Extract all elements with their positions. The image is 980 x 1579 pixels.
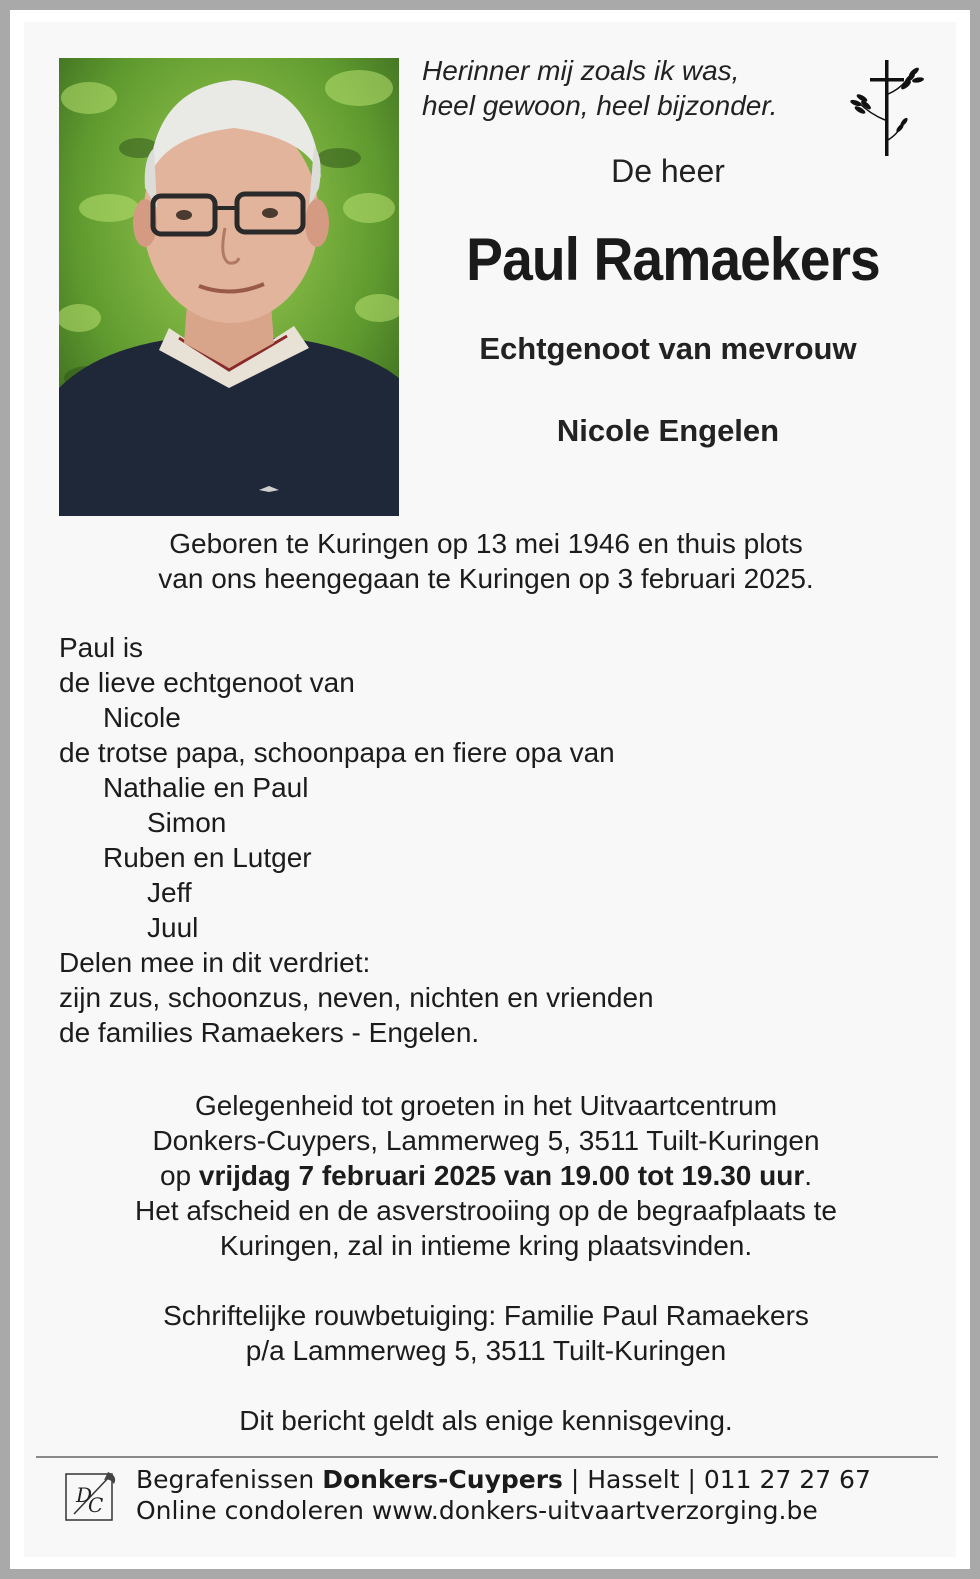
family-line: Ruben en Lutger — [103, 842, 312, 873]
family-list — [59, 630, 919, 1050]
family-line: Simon — [147, 807, 227, 838]
cross-with-wheat-icon — [848, 58, 926, 158]
family-line: Delen mee in dit verdriet: — [59, 947, 371, 978]
quote-line-1: Herinner mij zoals ik was, — [422, 55, 740, 86]
condolence-line-2: p/a Lammerweg 5, 3511 Tuilt-Kuringen — [245, 1335, 727, 1366]
visit-datetime: vrijdag 7 februari 2025 van 19.00 tot 19.30 uur — [198, 1160, 805, 1191]
visit-suffix: . — [804, 1160, 813, 1191]
footer-contact: | Hasselt | 011 27 27 67 — [562, 1465, 871, 1494]
spouse-name: Nicole Engelen — [556, 413, 780, 448]
svg-text:D: D — [76, 1483, 93, 1507]
memorial-quote — [422, 53, 842, 123]
quote-line-2: heel gewoon, heel bijzonder. — [422, 90, 778, 121]
birth-line-1: Geboren te Kuringen op 13 mei 1946 en thuis plots — [169, 528, 803, 559]
family-line: Nicole — [103, 702, 181, 733]
dc-monogram-logo — [64, 1468, 120, 1524]
condolence-address — [40, 1298, 932, 1368]
footer-line-1 — [136, 1464, 926, 1495]
deceased-name: Paul Ramaekers — [466, 226, 880, 293]
sole-notice: Dit bericht geldt als enige kennisgeving. — [239, 1405, 733, 1436]
footer-online-condolence-link[interactable]: Online condoleren www.donkers-uitvaartverzorging.be — [136, 1496, 818, 1525]
footer-divider — [36, 1456, 938, 1458]
family-line: zijn zus, schoonzus, neven, nichten en vrienden — [59, 982, 654, 1013]
family-line: de families Ramaekers - Engelen. — [59, 1017, 480, 1048]
family-line: Nathalie en Paul — [103, 772, 309, 803]
visit-line-2: Donkers-Cuypers, Lammerweg 5, 3511 Tuilt-Kuringen — [152, 1125, 820, 1156]
footer-prefix: Begrafenissen — [136, 1465, 323, 1494]
visit-line-4: Het afscheid en de asverstrooiing op de begraafplaats te — [134, 1195, 837, 1226]
visit-line-5: Kuringen, zal in intieme kring plaatsvinden. — [219, 1230, 753, 1261]
visit-line-1: Gelegenheid tot groeten in het Uitvaartcentrum — [194, 1090, 778, 1121]
svg-text:C: C — [88, 1493, 104, 1517]
funeral-home-footer — [136, 1464, 926, 1526]
family-line: Jeff — [147, 877, 192, 908]
birth-death-text — [40, 526, 932, 596]
condolence-line-1: Schriftelijke rouwbetuiging: Familie Paul Ramaekers — [163, 1300, 809, 1331]
visit-prefix: op — [159, 1160, 199, 1191]
family-line: de lieve echtgenoot van — [59, 667, 355, 698]
visit-line-3 — [40, 1158, 932, 1193]
family-line: de trotse papa, schoonpapa en fiere opa van — [59, 737, 615, 768]
spouse-title: Echtgenoot van mevrouw — [479, 331, 857, 366]
footer-company: Donkers-Cuypers — [322, 1465, 563, 1494]
portrait-photo — [59, 58, 399, 516]
visitation-info — [40, 1088, 932, 1263]
birth-line-2: van ons heengegaan te Kuringen op 3 februari 2025. — [158, 563, 814, 594]
portrait-illustration — [59, 58, 399, 516]
honorific: De heer — [611, 153, 725, 189]
family-line: Paul is — [59, 632, 144, 663]
family-line: Juul — [147, 912, 199, 943]
